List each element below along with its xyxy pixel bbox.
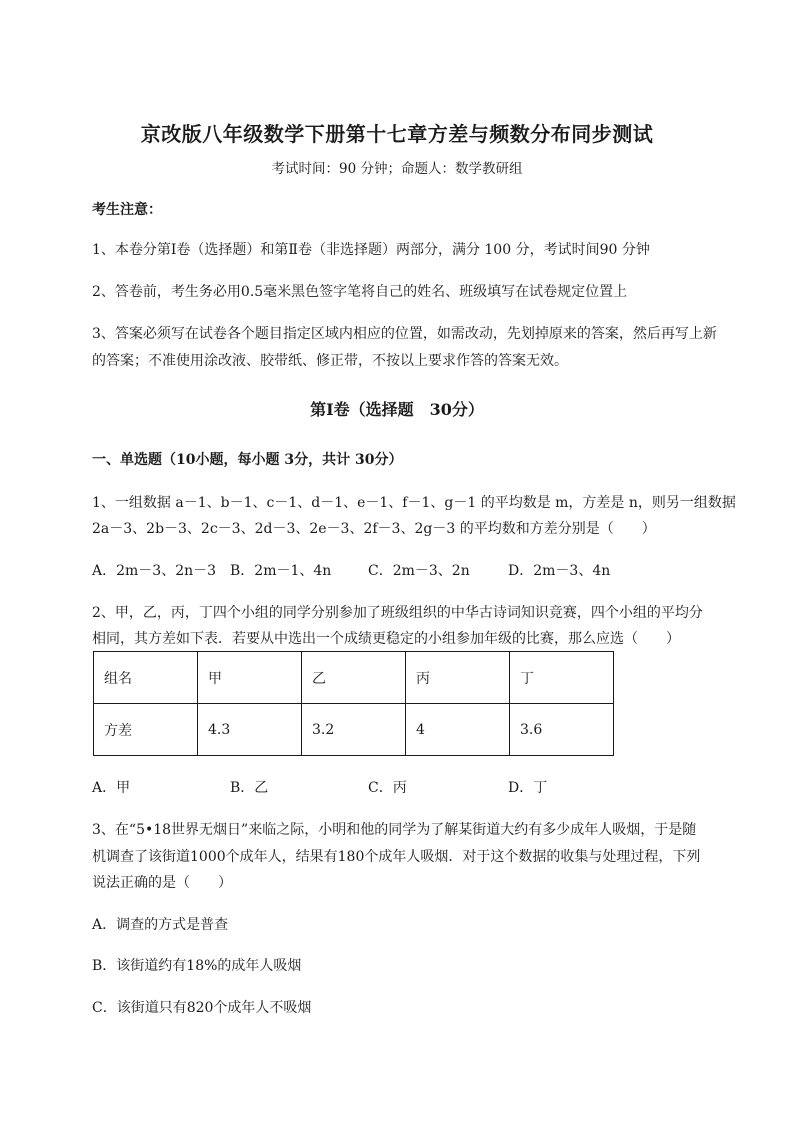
table-cell: 3.2: [302, 704, 406, 756]
q2-option-c[interactable]: C．丙: [368, 780, 407, 796]
q3-stem-line3: 说法正确的是（ ）: [92, 875, 232, 891]
page-title: 京改版八年级数学下册第十七章方差与频数分布同步测试: [140, 122, 654, 146]
q2-option-d[interactable]: D．丁: [508, 780, 548, 796]
table-row: [94, 652, 614, 704]
table-cell: 组名: [94, 652, 198, 704]
q1-option-a[interactable]: A．2m－3、2n－3: [92, 563, 217, 579]
table-cell: 方差: [94, 704, 198, 756]
part-title: 一、单选题（10小题，每小题 3分，共计 30分）: [92, 452, 403, 468]
q1-stem-line2: 2a－3、2b－3、2c－3、2d－3、2e－3、2f－3、2g－3 的平均数和方差分别是（ ）: [92, 521, 656, 537]
q1-option-d[interactable]: D．2m－3、4n: [508, 563, 611, 579]
variance-table: [93, 651, 614, 756]
q2-option-a[interactable]: A．甲: [92, 780, 131, 796]
table-cell: 4.3: [198, 704, 302, 756]
q3-stem-line2: 机调查了该街道1000个成年人，结果有180个成年人吸烟．对于这个数据的收集与处理过程，下列: [92, 849, 701, 865]
notice-heading: 考生注意：: [92, 202, 162, 218]
q1-stem-line1: 1、一组数据 a－1、b－1、c－1、d－1、e－1、f－1、g－1 的平均数是 m，方差是 n，则另一组数据: [92, 495, 736, 511]
q2-option-b[interactable]: B．乙: [230, 780, 269, 796]
q1-option-c[interactable]: C．2m－3、2n: [368, 563, 470, 579]
notice-item-2: 2、答卷前，考生务必用0.5毫米黑色签字笔将自己的姓名、班级填写在试卷规定位置上: [92, 284, 628, 300]
q2-stem-line1: 2、甲，乙，丙，丁四个小组的同学分别参加了班级组织的中华古诗词知识竞赛，四个小组的平均分: [92, 605, 703, 621]
table-cell: 乙: [302, 652, 406, 704]
section-title: 第Ⅰ卷（选择题 30分）: [310, 400, 484, 419]
q3-option-c[interactable]: C．该街道只有820个成年人不吸烟: [92, 1000, 312, 1016]
exam-info: 考试时间：90 分钟；命题人：数学教研组: [271, 161, 523, 177]
notice-item-1: 1、本卷分第Ⅰ卷（选择题）和第Ⅱ卷（非选择题）两部分，满分 100 分，考试时间90 分钟: [92, 242, 650, 258]
q2-stem-line2: 相同，其方差如下表．若要从中选出一个成绩更稳定的小组参加年级的比赛，那么应选（ ）: [92, 631, 680, 647]
table-cell: 丁: [510, 652, 614, 704]
q1-option-b[interactable]: B．2m－1、4n: [230, 563, 332, 579]
table-cell: 4: [406, 704, 510, 756]
notice-item-3-cont: 的答案；不准使用涂改液、胶带纸、修正带，不按以上要求作答的答案无效。: [92, 353, 568, 369]
table-cell: 丙: [406, 652, 510, 704]
q2-options: [92, 775, 752, 801]
q3-option-a[interactable]: A．调查的方式是普查: [92, 917, 229, 933]
q3-option-b[interactable]: B．该街道约有18%的成年人吸烟: [92, 958, 302, 974]
notice-item-3: 3、答案必须写在试卷各个题目指定区域内相应的位置，如需改动，先划掉原来的答案，然后再写上新: [92, 326, 717, 342]
table-cell: 甲: [198, 652, 302, 704]
q1-options: [92, 558, 752, 584]
table-cell: 3.6: [510, 704, 614, 756]
table-row: [94, 704, 614, 756]
q3-stem-line1: 3、在“5•18世界无烟日”来临之际，小明和他的同学为了解某街道大约有多少成年人吸烟，于是随: [92, 822, 697, 838]
